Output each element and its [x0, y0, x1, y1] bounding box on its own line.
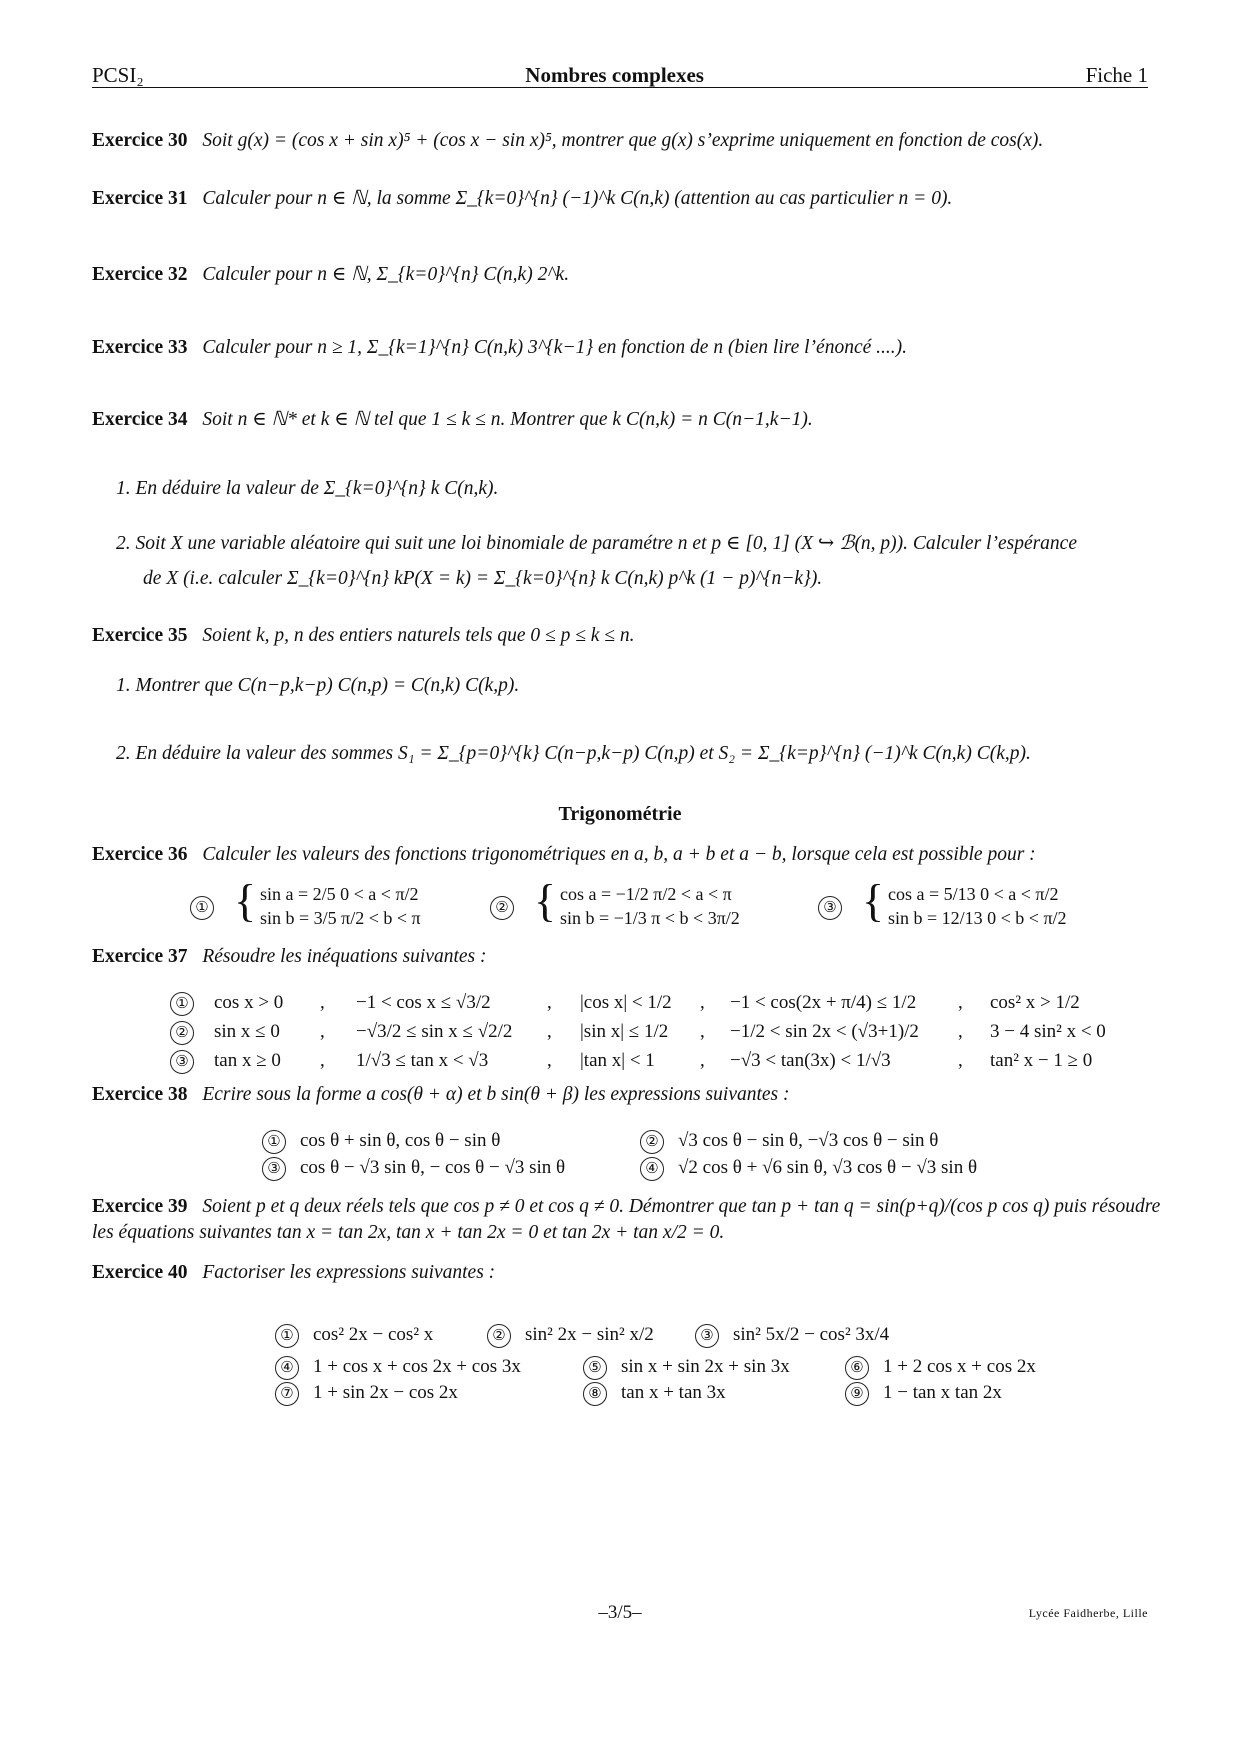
- exercise-label: Exercice 30: [92, 130, 188, 151]
- inequation: |cos x| < 1/2: [580, 992, 672, 1013]
- expression: sin² 5x/2 − cos² 3x/4: [733, 1324, 890, 1345]
- ex38-list: [262, 1130, 1062, 1190]
- expression: 1 + sin 2x − cos 2x: [313, 1382, 458, 1403]
- item-number: ⑤: [583, 1356, 607, 1380]
- ex37-row-1: [170, 992, 208, 1016]
- expression: cos θ − √3 sin θ, − cos θ − √3 sin θ: [300, 1157, 566, 1178]
- system-line: cos a = −1/2 π/2 < a < π: [560, 884, 732, 904]
- system-line: cos a = 5/13 0 < a < π/2: [888, 884, 1059, 904]
- item-number: ③: [818, 896, 842, 920]
- expression: 1 + 2 cos x + cos 2x: [883, 1356, 1036, 1377]
- brace-icon: {: [234, 875, 257, 926]
- exercise-35: [92, 625, 635, 647]
- exercise-text: Soit n ∈ ℕ* et k ∈ ℕ tel que 1 ≤ k ≤ n. Montrer que k C(n,k) = n C(n−1,k−1).: [202, 409, 813, 430]
- ex40-item-9: [845, 1382, 1002, 1406]
- exercise-label: Exercice 39: [92, 1196, 188, 1217]
- ex40-item-4: [275, 1356, 521, 1380]
- ex40-item-2: [487, 1324, 654, 1348]
- item-number: ①: [275, 1324, 299, 1348]
- inequation: tan x ≥ 0: [214, 1050, 281, 1071]
- brace-icon: {: [862, 875, 885, 926]
- expression: cos² 2x − cos² x: [313, 1324, 434, 1345]
- item-number: ②: [487, 1324, 511, 1348]
- expression: √2 cos θ + √6 sin θ, √3 cos θ − √3 sin θ: [678, 1157, 978, 1178]
- ex38-item-4: [640, 1157, 977, 1181]
- inequation: 1/√3 ≤ tan x < √3: [356, 1050, 489, 1071]
- expression: tan x + tan 3x: [621, 1382, 726, 1403]
- expression: cos θ + sin θ, cos θ − sin θ: [300, 1130, 501, 1151]
- exercise-34-item-1: 1. En déduire la valeur de Σ_{k=0}^{n} k C(n,k).: [116, 478, 499, 499]
- ex40-item-3: [695, 1324, 889, 1348]
- separator: ,: [547, 1021, 552, 1042]
- ex37-row-3: [170, 1050, 208, 1074]
- exercise-text: Calculer pour n ≥ 1, Σ_{k=1}^{n} C(n,k) 3^{k−1} en fonction de n (bien lire l’énoncé ....).: [202, 337, 908, 358]
- brace-icon: {: [534, 875, 557, 926]
- header-class: PCSI₂: [92, 63, 144, 87]
- expression: 1 − tan x tan 2x: [883, 1382, 1002, 1403]
- ex38-item-3: [262, 1157, 565, 1181]
- separator: ,: [700, 992, 705, 1013]
- exercise-label: Exercice 35: [92, 625, 188, 646]
- exercise-text: Soient p et q deux réels tels que cos p ≠ 0 et cos q ≠ 0. Démontrer que tan p + tan q = sin(p+q)/(cos p cos q) puis résoudre: [202, 1196, 1161, 1217]
- separator: ,: [958, 1050, 963, 1071]
- exercise-35-item-1: 1. Montrer que C(n−p,k−p) C(n,p) = C(n,k) C(k,p).: [116, 675, 520, 696]
- exercise-label: Exercice 36: [92, 844, 188, 865]
- exercise-34: [92, 407, 813, 431]
- exercise-text: Résoudre les inéquations suivantes :: [202, 946, 487, 967]
- inequation: −√3 < tan(3x) < 1/√3: [730, 1050, 891, 1071]
- section-title: Trigonométrie: [558, 803, 682, 825]
- ex37-table: [170, 992, 1130, 1082]
- exercise-text: Ecrire sous la forme a cos(θ + α) et b sin(θ + β) les expressions suivantes :: [202, 1084, 790, 1105]
- inequation: tan² x − 1 ≥ 0: [990, 1050, 1093, 1071]
- expression: sin x + sin 2x + sin 3x: [621, 1356, 790, 1377]
- header-title: Nombres complexes: [525, 63, 704, 87]
- ex40-item-7: [275, 1382, 458, 1406]
- item-number: ②: [490, 896, 514, 920]
- page-header: [92, 60, 1148, 88]
- system-line: sin b = 12/13 0 < b < π/2: [888, 908, 1067, 928]
- exercise-label: Exercice 31: [92, 188, 188, 209]
- exercise-38: [92, 1084, 790, 1106]
- item-number: ②: [640, 1130, 664, 1154]
- item-number: ①: [170, 992, 194, 1016]
- expression: sin² 2x − sin² x/2: [525, 1324, 654, 1345]
- exercise-text: Soit g(x) = (cos x + sin x)⁵ + (cos x − sin x)⁵, montrer que g(x) s’exprime uniquement en fonction de cos(x).: [202, 130, 1044, 151]
- inequation: −1 < cos(2x + π/4) ≤ 1/2: [730, 992, 917, 1013]
- exercise-37: [92, 946, 487, 968]
- exercise-32: [92, 262, 569, 286]
- system-line: sin b = −1/3 π < b < 3π/2: [560, 908, 740, 928]
- exercise-39-cont: les équations suivantes tan x = tan 2x, tan x + tan 2x = 0 et tan 2x + tan x/2 = 0.: [92, 1222, 725, 1243]
- header-sheet: Fiche 1: [1085, 63, 1148, 87]
- exercise-30: [92, 130, 1043, 152]
- inequation: sin x ≤ 0: [214, 1021, 280, 1042]
- item-number: ①: [262, 1130, 286, 1154]
- item-number: ③: [262, 1157, 286, 1181]
- inequation: cos² x > 1/2: [990, 992, 1080, 1013]
- item-number: ⑦: [275, 1382, 299, 1406]
- exercise-35-item-2: 2. En déduire la valeur des sommes S₁ = Σ_{p=0}^{k} C(n−p,k−p) C(n,p) et S₂ = Σ_{k=p}^{n} (−1)^k C(n,k) C(k,p).: [116, 743, 1031, 764]
- exercise-36: [92, 844, 1036, 866]
- separator: ,: [547, 992, 552, 1013]
- item-number: ③: [170, 1050, 194, 1074]
- separator: ,: [958, 1021, 963, 1042]
- inequation: cos x > 0: [214, 992, 284, 1013]
- separator: ,: [700, 1050, 705, 1071]
- system-line: sin b = 3/5 π/2 < b < π: [260, 908, 421, 928]
- inequation: |sin x| ≤ 1/2: [580, 1021, 669, 1042]
- inequation: 3 − 4 sin² x < 0: [990, 1021, 1106, 1042]
- ex37-row-2: [170, 1021, 208, 1045]
- ex40-item-6: [845, 1356, 1036, 1380]
- separator: ,: [320, 992, 325, 1013]
- exercise-31: [92, 186, 952, 210]
- separator: ,: [320, 1021, 325, 1042]
- inequation: −1 < cos x ≤ √3/2: [356, 992, 491, 1013]
- exercise-label: Exercice 38: [92, 1084, 188, 1105]
- exercise-40: [92, 1262, 495, 1284]
- item-number: ⑨: [845, 1382, 869, 1406]
- ex40-item-1: [275, 1324, 433, 1348]
- separator: ,: [958, 992, 963, 1013]
- item-number: ①: [190, 896, 214, 920]
- exercise-label: Exercice 33: [92, 337, 188, 358]
- expression: 1 + cos x + cos 2x + cos 3x: [313, 1356, 521, 1377]
- inequation: |tan x| < 1: [580, 1050, 655, 1071]
- header-rule: [92, 87, 1148, 88]
- expression: √3 cos θ − sin θ, −√3 cos θ − sin θ: [678, 1130, 939, 1151]
- school-name: Lycée Faidherbe, Lille: [1028, 1606, 1148, 1620]
- exercise-label: Exercice 34: [92, 409, 188, 430]
- exercise-34-item-2: 2. Soit X une variable aléatoire qui suit une loi binomiale de paramétre n et p ∈ [0, 1] (X ↪ ℬ(n, p)). Calculer l’espérance: [116, 533, 1077, 554]
- exercise-label: Exercice 37: [92, 946, 188, 967]
- exercise-39: [92, 1196, 1160, 1218]
- ex38-item-2: [640, 1130, 938, 1154]
- separator: ,: [700, 1021, 705, 1042]
- item-number: ⑥: [845, 1356, 869, 1380]
- system-line: sin a = 2/5 0 < a < π/2: [260, 884, 419, 904]
- exercise-label: Exercice 40: [92, 1262, 188, 1283]
- ex40-list: [275, 1324, 1075, 1424]
- ex40-item-8: [583, 1382, 726, 1406]
- exercise-33: [92, 337, 907, 359]
- exercise-text: Calculer pour n ∈ ℕ, Σ_{k=0}^{n} C(n,k) 2^k.: [202, 264, 570, 285]
- exercise-label: Exercice 32: [92, 264, 188, 285]
- separator: ,: [547, 1050, 552, 1071]
- exercise-text: Calculer pour n ∈ ℕ, la somme Σ_{k=0}^{n} (−1)^k C(n,k) (attention au cas particulier n = 0).: [202, 188, 953, 209]
- ex40-item-5: [583, 1356, 790, 1380]
- item-number: ④: [640, 1157, 664, 1181]
- exercise-text: Soient k, p, n des entiers naturels tels que 0 ≤ p ≤ k ≤ n.: [202, 625, 635, 646]
- separator: ,: [320, 1050, 325, 1071]
- item-number: ⑧: [583, 1382, 607, 1406]
- page-number: –3/5–: [598, 1602, 642, 1623]
- inequation: −1/2 < sin 2x < (√3+1)/2: [730, 1021, 919, 1042]
- exercise-text: Calculer les valeurs des fonctions trigonométriques en a, b, a + b et a − b, lorsque cela est possible pour :: [202, 844, 1036, 865]
- item-number: ②: [170, 1021, 194, 1045]
- exercise-34-item-2-cont: de X (i.e. calculer Σ_{k=0}^{n} kP(X = k) = Σ_{k=0}^{n} k C(n,k) p^k (1 − p)^{n−k}).: [143, 568, 823, 589]
- exercise-text: Factoriser les expressions suivantes :: [202, 1262, 496, 1283]
- inequation: −√3/2 ≤ sin x ≤ √2/2: [356, 1021, 513, 1042]
- ex38-item-1: [262, 1130, 500, 1154]
- item-number: ④: [275, 1356, 299, 1380]
- item-number: ③: [695, 1324, 719, 1348]
